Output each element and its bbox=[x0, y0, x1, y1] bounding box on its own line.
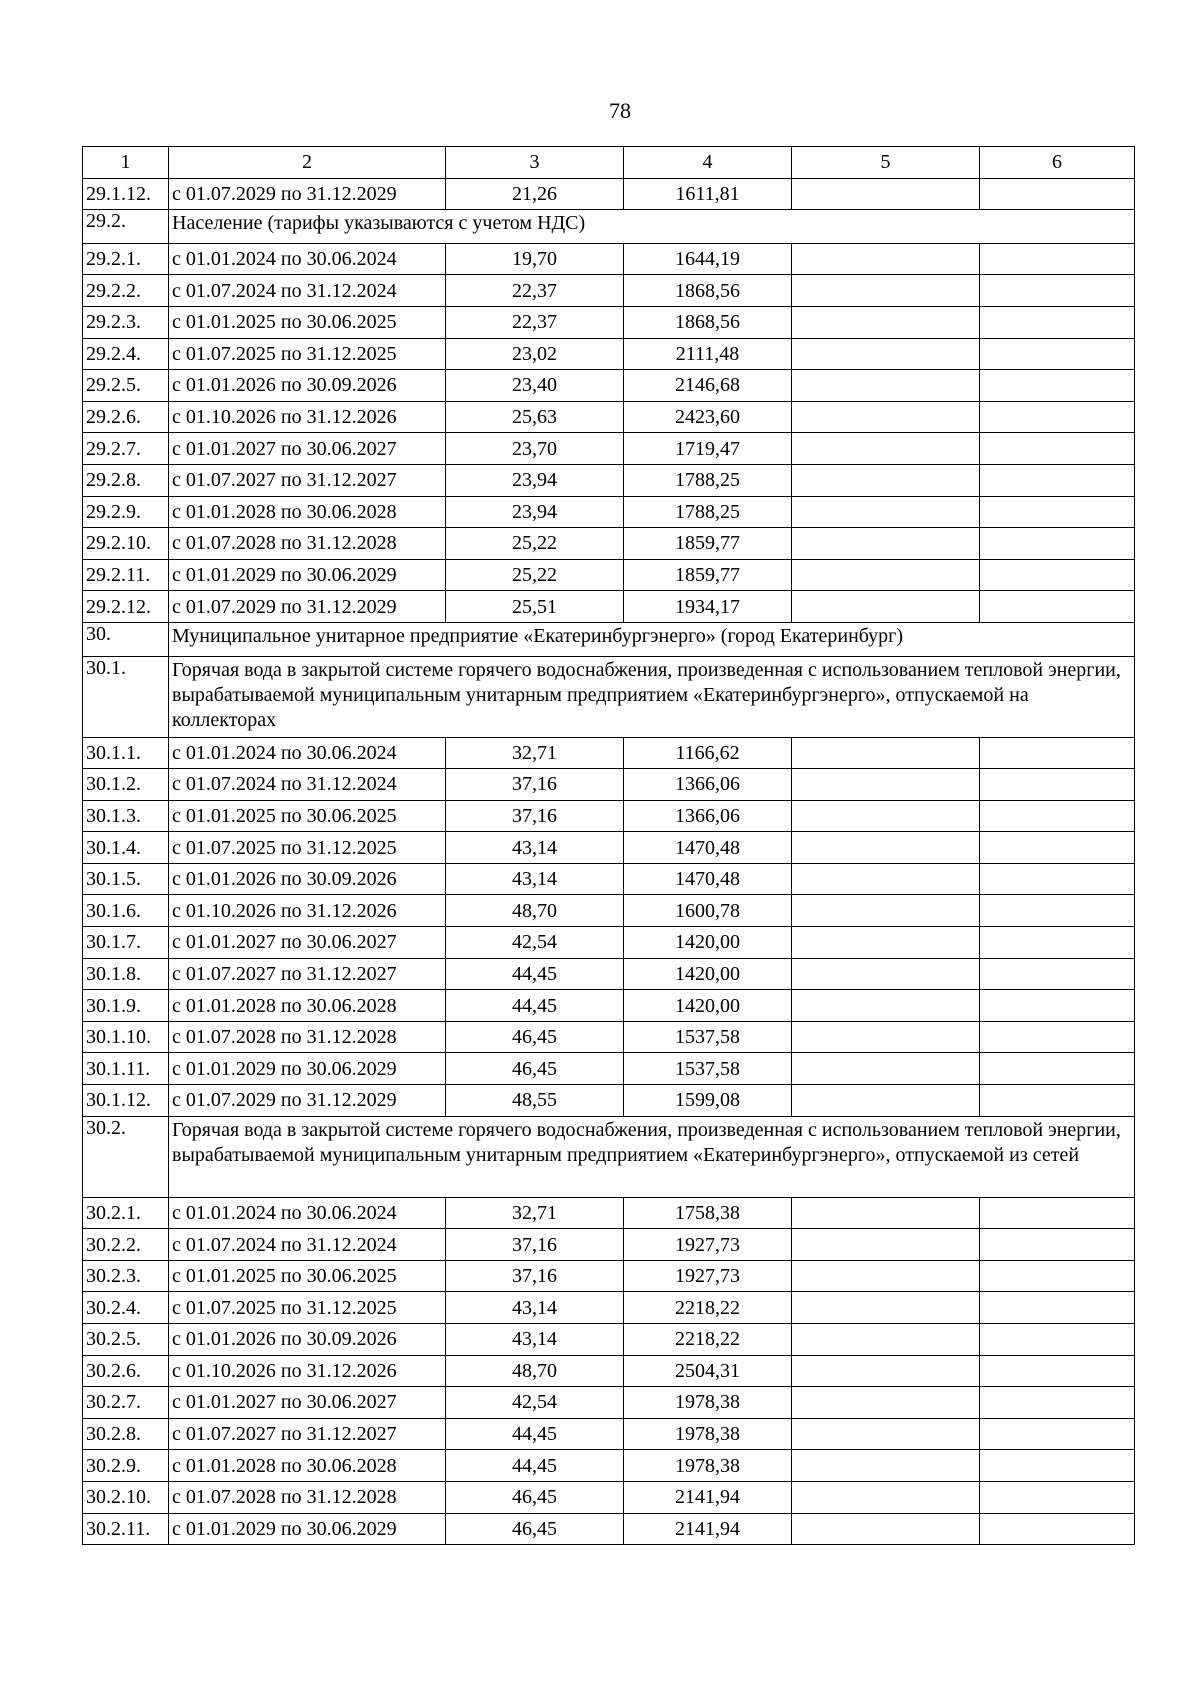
section-number: 30.2. bbox=[83, 1116, 169, 1197]
row-period: с 01.01.2029 по 30.06.2029 bbox=[169, 1513, 446, 1545]
row-period: с 01.01.2026 по 30.09.2026 bbox=[169, 1324, 446, 1356]
row-value-col5 bbox=[792, 1229, 980, 1261]
table-row bbox=[83, 1324, 1135, 1356]
table-row bbox=[83, 1021, 1135, 1053]
row-value-col3: 25,22 bbox=[446, 559, 624, 591]
row-value-col4: 1611,81 bbox=[624, 178, 792, 210]
row-number: 29.2.6. bbox=[83, 401, 169, 433]
row-value-col3: 46,45 bbox=[446, 1021, 624, 1053]
row-period: с 01.01.2026 по 30.09.2026 bbox=[169, 370, 446, 402]
table-row bbox=[83, 1197, 1135, 1229]
row-value-col6 bbox=[980, 990, 1135, 1022]
table-row bbox=[83, 737, 1135, 769]
row-value-col3: 43,14 bbox=[446, 1292, 624, 1324]
row-period: с 01.07.2029 по 31.12.2029 bbox=[169, 1085, 446, 1117]
row-period: с 01.07.2027 по 31.12.2027 bbox=[169, 1418, 446, 1450]
row-value-col5 bbox=[792, 1292, 980, 1324]
row-value-col5 bbox=[792, 496, 980, 528]
row-value-col6 bbox=[980, 1229, 1135, 1261]
row-value-col3: 22,37 bbox=[446, 306, 624, 338]
section-row bbox=[83, 1116, 1135, 1197]
row-value-col5 bbox=[792, 800, 980, 832]
row-value-col6 bbox=[980, 528, 1135, 560]
row-period: с 01.07.2029 по 31.12.2029 bbox=[169, 178, 446, 210]
row-period: с 01.07.2029 по 31.12.2029 bbox=[169, 591, 446, 623]
row-period: с 01.01.2025 по 30.06.2025 bbox=[169, 306, 446, 338]
row-period: с 01.07.2024 по 31.12.2024 bbox=[169, 769, 446, 801]
row-value-col3: 46,45 bbox=[446, 1513, 624, 1545]
row-value-col6 bbox=[980, 433, 1135, 465]
table-row bbox=[83, 769, 1135, 801]
row-number: 30.1.9. bbox=[83, 990, 169, 1022]
row-value-col6 bbox=[980, 1513, 1135, 1545]
row-value-col5 bbox=[792, 958, 980, 990]
row-value-col4: 2218,22 bbox=[624, 1324, 792, 1356]
row-value-col6 bbox=[980, 1387, 1135, 1419]
row-period: с 01.07.2025 по 31.12.2025 bbox=[169, 1292, 446, 1324]
row-value-col3: 44,45 bbox=[446, 1418, 624, 1450]
row-number: 30.2.5. bbox=[83, 1324, 169, 1356]
row-number: 30.2.11. bbox=[83, 1513, 169, 1545]
row-value-col5 bbox=[792, 1450, 980, 1482]
section-number: 30. bbox=[83, 622, 169, 656]
table-row bbox=[83, 1292, 1135, 1324]
row-value-col3: 48,70 bbox=[446, 1355, 624, 1387]
row-number: 30.1.2. bbox=[83, 769, 169, 801]
table-row bbox=[83, 1481, 1135, 1513]
row-value-col6 bbox=[980, 275, 1135, 307]
row-value-col3: 25,63 bbox=[446, 401, 624, 433]
row-value-col4: 1859,77 bbox=[624, 528, 792, 560]
table-row bbox=[83, 1513, 1135, 1545]
row-value-col4: 1366,06 bbox=[624, 769, 792, 801]
row-period: с 01.07.2027 по 31.12.2027 bbox=[169, 958, 446, 990]
row-value-col3: 48,70 bbox=[446, 895, 624, 927]
row-value-col5 bbox=[792, 1053, 980, 1085]
row-value-col4: 1978,38 bbox=[624, 1450, 792, 1482]
row-number: 30.1.4. bbox=[83, 832, 169, 864]
row-number: 29.1.12. bbox=[83, 178, 169, 210]
row-period: с 01.01.2024 по 30.06.2024 bbox=[169, 737, 446, 769]
row-value-col4: 1537,58 bbox=[624, 1053, 792, 1085]
row-number: 30.1.5. bbox=[83, 863, 169, 895]
row-value-col6 bbox=[980, 1292, 1135, 1324]
row-value-col3: 44,45 bbox=[446, 990, 624, 1022]
row-value-col3: 23,02 bbox=[446, 338, 624, 370]
row-value-col4: 2141,94 bbox=[624, 1481, 792, 1513]
column-header: 6 bbox=[980, 147, 1135, 179]
row-value-col3: 23,70 bbox=[446, 433, 624, 465]
row-period: с 01.01.2028 по 30.06.2028 bbox=[169, 496, 446, 528]
page-number: 78 bbox=[609, 98, 631, 123]
section-number: 30.1. bbox=[83, 656, 169, 737]
column-header: 5 bbox=[792, 147, 980, 179]
row-value-col5 bbox=[792, 1387, 980, 1419]
table-row bbox=[83, 338, 1135, 370]
row-value-col6 bbox=[980, 591, 1135, 623]
table-row bbox=[83, 370, 1135, 402]
row-number: 30.2.8. bbox=[83, 1418, 169, 1450]
row-value-col6 bbox=[980, 769, 1135, 801]
row-value-col5 bbox=[792, 863, 980, 895]
row-number: 30.1.3. bbox=[83, 800, 169, 832]
row-number: 29.2.4. bbox=[83, 338, 169, 370]
row-number: 30.2.1. bbox=[83, 1197, 169, 1229]
row-value-col5 bbox=[792, 1197, 980, 1229]
row-value-col5 bbox=[792, 832, 980, 864]
row-number: 29.2.9. bbox=[83, 496, 169, 528]
row-number: 30.2.7. bbox=[83, 1387, 169, 1419]
row-period: с 01.01.2025 по 30.06.2025 bbox=[169, 1260, 446, 1292]
row-period: с 01.01.2027 по 30.06.2027 bbox=[169, 1387, 446, 1419]
row-value-col3: 21,26 bbox=[446, 178, 624, 210]
row-value-col6 bbox=[980, 895, 1135, 927]
table-row bbox=[83, 863, 1135, 895]
row-value-col5 bbox=[792, 559, 980, 591]
row-value-col4: 1788,25 bbox=[624, 496, 792, 528]
row-value-col3: 32,71 bbox=[446, 1197, 624, 1229]
row-value-col5 bbox=[792, 591, 980, 623]
row-number: 30.2.4. bbox=[83, 1292, 169, 1324]
row-value-col3: 37,16 bbox=[446, 800, 624, 832]
row-value-col6 bbox=[980, 927, 1135, 959]
row-value-col4: 1420,00 bbox=[624, 927, 792, 959]
row-value-col4: 1758,38 bbox=[624, 1197, 792, 1229]
row-value-col6 bbox=[980, 559, 1135, 591]
row-period: с 01.01.2024 по 30.06.2024 bbox=[169, 243, 446, 275]
row-number: 30.1.8. bbox=[83, 958, 169, 990]
row-number: 30.1.11. bbox=[83, 1053, 169, 1085]
row-value-col5 bbox=[792, 1418, 980, 1450]
row-period: с 01.01.2027 по 30.06.2027 bbox=[169, 433, 446, 465]
row-value-col5 bbox=[792, 737, 980, 769]
row-value-col3: 43,14 bbox=[446, 863, 624, 895]
table-row bbox=[83, 528, 1135, 560]
row-value-col3: 32,71 bbox=[446, 737, 624, 769]
row-number: 30.2.10. bbox=[83, 1481, 169, 1513]
row-value-col5 bbox=[792, 1355, 980, 1387]
section-title: Горячая вода в закрытой системе горячего водоснабжения, произведенная с использованием тепловой энергии, вырабатываемой муниципальным унитарным предприятием «Екатеринбургэнерго», отпускаемой из сетей bbox=[169, 1116, 1135, 1197]
row-number: 29.2.2. bbox=[83, 275, 169, 307]
row-value-col5 bbox=[792, 990, 980, 1022]
row-period: с 01.01.2026 по 30.09.2026 bbox=[169, 863, 446, 895]
row-value-col3: 23,94 bbox=[446, 464, 624, 496]
table-row bbox=[83, 1053, 1135, 1085]
row-value-col6 bbox=[980, 1450, 1135, 1482]
row-value-col4: 1166,62 bbox=[624, 737, 792, 769]
table-row bbox=[83, 275, 1135, 307]
row-number: 30.1.10. bbox=[83, 1021, 169, 1053]
row-value-col3: 44,45 bbox=[446, 1450, 624, 1482]
row-value-col5 bbox=[792, 433, 980, 465]
row-value-col4: 1859,77 bbox=[624, 559, 792, 591]
row-value-col4: 1934,17 bbox=[624, 591, 792, 623]
row-value-col3: 37,16 bbox=[446, 769, 624, 801]
row-value-col3: 37,16 bbox=[446, 1260, 624, 1292]
row-value-col5 bbox=[792, 275, 980, 307]
table-row bbox=[83, 306, 1135, 338]
row-value-col5 bbox=[792, 1481, 980, 1513]
row-period: с 01.10.2026 по 31.12.2026 bbox=[169, 895, 446, 927]
row-value-col6 bbox=[980, 338, 1135, 370]
row-number: 30.2.2. bbox=[83, 1229, 169, 1261]
table-row bbox=[83, 464, 1135, 496]
row-number: 29.2.10. bbox=[83, 528, 169, 560]
row-value-col6 bbox=[980, 401, 1135, 433]
table-row bbox=[83, 178, 1135, 210]
row-number: 30.1.6. bbox=[83, 895, 169, 927]
column-header: 4 bbox=[624, 147, 792, 179]
table-row bbox=[83, 1387, 1135, 1419]
section-number: 29.2. bbox=[83, 210, 169, 244]
row-value-col4: 1600,78 bbox=[624, 895, 792, 927]
row-value-col4: 1470,48 bbox=[624, 832, 792, 864]
row-period: с 01.01.2025 по 30.06.2025 bbox=[169, 800, 446, 832]
row-period: с 01.01.2024 по 30.06.2024 bbox=[169, 1197, 446, 1229]
row-period: с 01.01.2029 по 30.06.2029 bbox=[169, 1053, 446, 1085]
row-period: с 01.07.2028 по 31.12.2028 bbox=[169, 1021, 446, 1053]
row-value-col4: 1868,56 bbox=[624, 306, 792, 338]
row-value-col3: 43,14 bbox=[446, 832, 624, 864]
table-header-row bbox=[83, 147, 1135, 179]
table-row bbox=[83, 1229, 1135, 1261]
row-value-col5 bbox=[792, 464, 980, 496]
row-period: с 01.01.2028 по 30.06.2028 bbox=[169, 1450, 446, 1482]
row-value-col5 bbox=[792, 178, 980, 210]
row-value-col6 bbox=[980, 464, 1135, 496]
column-header: 2 bbox=[169, 147, 446, 179]
row-value-col5 bbox=[792, 528, 980, 560]
row-value-col4: 1978,38 bbox=[624, 1387, 792, 1419]
table-row bbox=[83, 832, 1135, 864]
row-period: с 01.07.2025 по 31.12.2025 bbox=[169, 832, 446, 864]
row-value-col6 bbox=[980, 178, 1135, 210]
row-value-col5 bbox=[792, 243, 980, 275]
row-value-col4: 1719,47 bbox=[624, 433, 792, 465]
row-value-col3: 48,55 bbox=[446, 1085, 624, 1117]
row-value-col3: 46,45 bbox=[446, 1481, 624, 1513]
row-number: 30.1.7. bbox=[83, 927, 169, 959]
section-row bbox=[83, 210, 1135, 244]
table-row bbox=[83, 1418, 1135, 1450]
row-value-col5 bbox=[792, 338, 980, 370]
table-row bbox=[83, 1260, 1135, 1292]
row-value-col6 bbox=[980, 1418, 1135, 1450]
row-value-col6 bbox=[980, 958, 1135, 990]
row-value-col6 bbox=[980, 863, 1135, 895]
row-number: 30.1.1. bbox=[83, 737, 169, 769]
row-value-col3: 23,40 bbox=[446, 370, 624, 402]
row-value-col6 bbox=[980, 832, 1135, 864]
row-value-col5 bbox=[792, 1021, 980, 1053]
row-value-col4: 2111,48 bbox=[624, 338, 792, 370]
row-value-col4: 2423,60 bbox=[624, 401, 792, 433]
row-value-col5 bbox=[792, 1085, 980, 1117]
tariff-table-body bbox=[83, 147, 1135, 1545]
row-value-col4: 1927,73 bbox=[624, 1229, 792, 1261]
row-value-col3: 19,70 bbox=[446, 243, 624, 275]
row-period: с 01.07.2028 по 31.12.2028 bbox=[169, 528, 446, 560]
row-value-col5 bbox=[792, 895, 980, 927]
table-row bbox=[83, 591, 1135, 623]
row-value-col4: 1978,38 bbox=[624, 1418, 792, 1450]
row-period: с 01.07.2027 по 31.12.2027 bbox=[169, 464, 446, 496]
table-row bbox=[83, 496, 1135, 528]
row-value-col4: 1868,56 bbox=[624, 275, 792, 307]
row-value-col4: 1537,58 bbox=[624, 1021, 792, 1053]
row-value-col3: 22,37 bbox=[446, 275, 624, 307]
table-row bbox=[83, 990, 1135, 1022]
row-value-col3: 25,22 bbox=[446, 528, 624, 560]
row-value-col4: 2504,31 bbox=[624, 1355, 792, 1387]
row-value-col5 bbox=[792, 401, 980, 433]
row-period: с 01.07.2024 по 31.12.2024 bbox=[169, 1229, 446, 1261]
row-period: с 01.01.2029 по 30.06.2029 bbox=[169, 559, 446, 591]
row-period: с 01.10.2026 по 31.12.2026 bbox=[169, 1355, 446, 1387]
table-row bbox=[83, 401, 1135, 433]
row-value-col6 bbox=[980, 1324, 1135, 1356]
section-row bbox=[83, 622, 1135, 656]
row-value-col3: 44,45 bbox=[446, 958, 624, 990]
row-value-col3: 37,16 bbox=[446, 1229, 624, 1261]
row-value-col4: 1927,73 bbox=[624, 1260, 792, 1292]
row-value-col4: 1788,25 bbox=[624, 464, 792, 496]
table-row bbox=[83, 1085, 1135, 1117]
table-row bbox=[83, 433, 1135, 465]
row-number: 29.2.5. bbox=[83, 370, 169, 402]
row-period: с 01.01.2028 по 30.06.2028 bbox=[169, 990, 446, 1022]
row-value-col6 bbox=[980, 496, 1135, 528]
row-number: 30.1.12. bbox=[83, 1085, 169, 1117]
row-value-col5 bbox=[792, 1324, 980, 1356]
row-value-col6 bbox=[980, 1085, 1135, 1117]
row-value-col4: 1420,00 bbox=[624, 990, 792, 1022]
section-title: Муниципальное унитарное предприятие «Екатеринбургэнерго» (город Екатеринбург) bbox=[169, 622, 1135, 656]
row-value-col3: 43,14 bbox=[446, 1324, 624, 1356]
section-title: Население (тарифы указываются с учетом НДС) bbox=[169, 210, 1135, 244]
row-value-col3: 42,54 bbox=[446, 927, 624, 959]
row-number: 29.2.8. bbox=[83, 464, 169, 496]
section-title: Горячая вода в закрытой системе горячего водоснабжения, произведенная с использованием тепловой энергии, вырабатываемой муниципальным унитарным предприятием «Екатеринбургэнерго», отпускаемой на коллекторах bbox=[169, 656, 1135, 737]
row-period: с 01.10.2026 по 31.12.2026 bbox=[169, 401, 446, 433]
row-number: 29.2.11. bbox=[83, 559, 169, 591]
row-number: 30.2.9. bbox=[83, 1450, 169, 1482]
row-value-col5 bbox=[792, 1260, 980, 1292]
row-value-col6 bbox=[980, 1481, 1135, 1513]
section-row bbox=[83, 656, 1135, 737]
row-period: с 01.07.2025 по 31.12.2025 bbox=[169, 338, 446, 370]
row-number: 29.2.12. bbox=[83, 591, 169, 623]
table-row bbox=[83, 958, 1135, 990]
row-number: 29.2.3. bbox=[83, 306, 169, 338]
row-value-col6 bbox=[980, 306, 1135, 338]
table-row bbox=[83, 559, 1135, 591]
row-period: с 01.01.2027 по 30.06.2027 bbox=[169, 927, 446, 959]
row-value-col4: 1644,19 bbox=[624, 243, 792, 275]
table-row bbox=[83, 895, 1135, 927]
row-value-col5 bbox=[792, 927, 980, 959]
row-number: 30.2.6. bbox=[83, 1355, 169, 1387]
table-row bbox=[83, 1355, 1135, 1387]
row-number: 30.2.3. bbox=[83, 1260, 169, 1292]
column-header: 1 bbox=[83, 147, 169, 179]
row-value-col4: 1420,00 bbox=[624, 958, 792, 990]
row-value-col6 bbox=[980, 243, 1135, 275]
row-value-col3: 46,45 bbox=[446, 1053, 624, 1085]
row-value-col3: 42,54 bbox=[446, 1387, 624, 1419]
row-value-col6 bbox=[980, 370, 1135, 402]
table-row bbox=[83, 1450, 1135, 1482]
row-value-col6 bbox=[980, 1197, 1135, 1229]
row-value-col6 bbox=[980, 1260, 1135, 1292]
row-value-col6 bbox=[980, 800, 1135, 832]
row-period: с 01.07.2028 по 31.12.2028 bbox=[169, 1481, 446, 1513]
row-number: 29.2.7. bbox=[83, 433, 169, 465]
row-value-col4: 2141,94 bbox=[624, 1513, 792, 1545]
row-value-col4: 1470,48 bbox=[624, 863, 792, 895]
table-row bbox=[83, 800, 1135, 832]
row-value-col4: 1599,08 bbox=[624, 1085, 792, 1117]
row-value-col5 bbox=[792, 1513, 980, 1545]
row-value-col6 bbox=[980, 737, 1135, 769]
tariff-table bbox=[82, 146, 1135, 1545]
row-value-col6 bbox=[980, 1053, 1135, 1085]
row-value-col4: 1366,06 bbox=[624, 800, 792, 832]
row-value-col5 bbox=[792, 306, 980, 338]
row-value-col3: 23,94 bbox=[446, 496, 624, 528]
row-value-col5 bbox=[792, 769, 980, 801]
row-value-col4: 2218,22 bbox=[624, 1292, 792, 1324]
column-header: 3 bbox=[446, 147, 624, 179]
row-value-col6 bbox=[980, 1021, 1135, 1053]
table-row bbox=[83, 243, 1135, 275]
row-value-col4: 2146,68 bbox=[624, 370, 792, 402]
row-value-col5 bbox=[792, 370, 980, 402]
row-value-col3: 25,51 bbox=[446, 591, 624, 623]
table-row bbox=[83, 927, 1135, 959]
row-number: 29.2.1. bbox=[83, 243, 169, 275]
row-value-col6 bbox=[980, 1355, 1135, 1387]
row-period: с 01.07.2024 по 31.12.2024 bbox=[169, 275, 446, 307]
